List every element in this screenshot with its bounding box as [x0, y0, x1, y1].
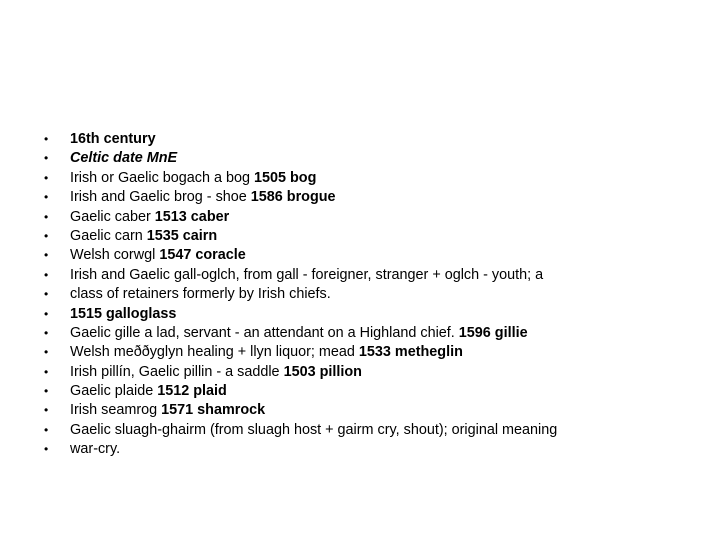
item-bold-text: 1571 shamrock	[161, 402, 266, 419]
item-bold-text: 1586 brogue	[250, 189, 336, 206]
list-item	[44, 363, 704, 382]
bullet-point-icon: •	[44, 442, 49, 457]
item-bold-text: 1513 caber	[154, 208, 230, 225]
item-text: war-cry.	[70, 441, 121, 458]
list-item	[44, 343, 704, 362]
item-text: class of retainers formerly by Irish chiefs.	[70, 286, 331, 303]
bullet-point-icon: •	[44, 287, 49, 302]
bullet-point-icon: •	[44, 364, 49, 379]
bullet-point-icon: •	[44, 132, 49, 146]
item-text: Irish and Gaelic brog - shoe	[70, 189, 251, 206]
item-bold-text: 1547 coracle	[159, 247, 246, 264]
bullet-point-icon: •	[44, 228, 49, 243]
item-text: Gaelic plaide	[70, 383, 158, 400]
item-text: Irish seamrog	[70, 402, 162, 419]
bullet-point-icon: •	[44, 422, 49, 437]
bullet-point-icon: •	[44, 248, 49, 263]
bullet-point-icon: •	[44, 306, 49, 321]
bullet-point-icon: •	[44, 345, 49, 360]
item-text: Irish pillín, Gaelic pillin - a saddle	[70, 363, 284, 380]
item-text: Gaelic sluagh-ghairm (from sluagh host + gairm cry, shout); original meaning	[70, 421, 558, 438]
bullet-point-icon: •	[44, 190, 49, 205]
bullet-point-icon: •	[44, 170, 49, 185]
item-text: Gaelic carn	[70, 227, 147, 244]
list-item	[44, 188, 704, 207]
item-text: Welsh corwgl	[70, 247, 160, 264]
list-item	[44, 227, 704, 246]
item-bold-text: 1533 metheglin	[358, 344, 463, 361]
item-bold-text: 1505 bog	[254, 169, 317, 186]
bullet-point-icon: •	[44, 384, 49, 399]
list-item	[44, 324, 704, 343]
list-item	[44, 266, 704, 285]
bullet-list	[44, 130, 704, 460]
item-bold-text: 1515 galloglass	[70, 305, 177, 322]
list-item	[44, 208, 704, 227]
list-item	[44, 305, 704, 324]
bullet-point-icon: •	[44, 151, 49, 166]
list-item	[44, 169, 704, 188]
list-item	[44, 246, 704, 265]
list-item	[44, 440, 704, 459]
list-item	[44, 382, 704, 401]
list-item	[44, 285, 704, 304]
list-item	[44, 401, 704, 420]
item-bold-text: 16th century	[70, 131, 156, 147]
item-bold-text: 1596 gillie	[458, 324, 528, 341]
item-text: Welsh meððyglyn healing + llyn liquor; mead	[70, 344, 359, 361]
list-item	[44, 421, 704, 440]
item-text: Irish or Gaelic bogach a bog	[70, 169, 254, 186]
bullet-point-icon: •	[44, 325, 49, 340]
bullet-point-icon: •	[44, 209, 49, 224]
item-text: Gaelic caber	[70, 208, 155, 225]
list-item	[44, 149, 704, 168]
item-bold-italic-text: Celtic date MnE	[70, 150, 178, 167]
list-item	[44, 130, 704, 149]
item-text: Irish and Gaelic gall-oglch, from gall - foreigner, stranger + oglch - youth; a	[70, 266, 544, 283]
item-bold-text: 1503 pillion	[283, 363, 362, 380]
bullet-point-icon: •	[44, 267, 49, 282]
bullet-point-icon: •	[44, 403, 49, 418]
item-bold-text: 1535 cairn	[146, 227, 218, 244]
item-text: Gaelic gille a lad, servant - an attendant on a Highland chief.	[70, 324, 459, 341]
item-bold-text: 1512 plaid	[157, 383, 227, 400]
